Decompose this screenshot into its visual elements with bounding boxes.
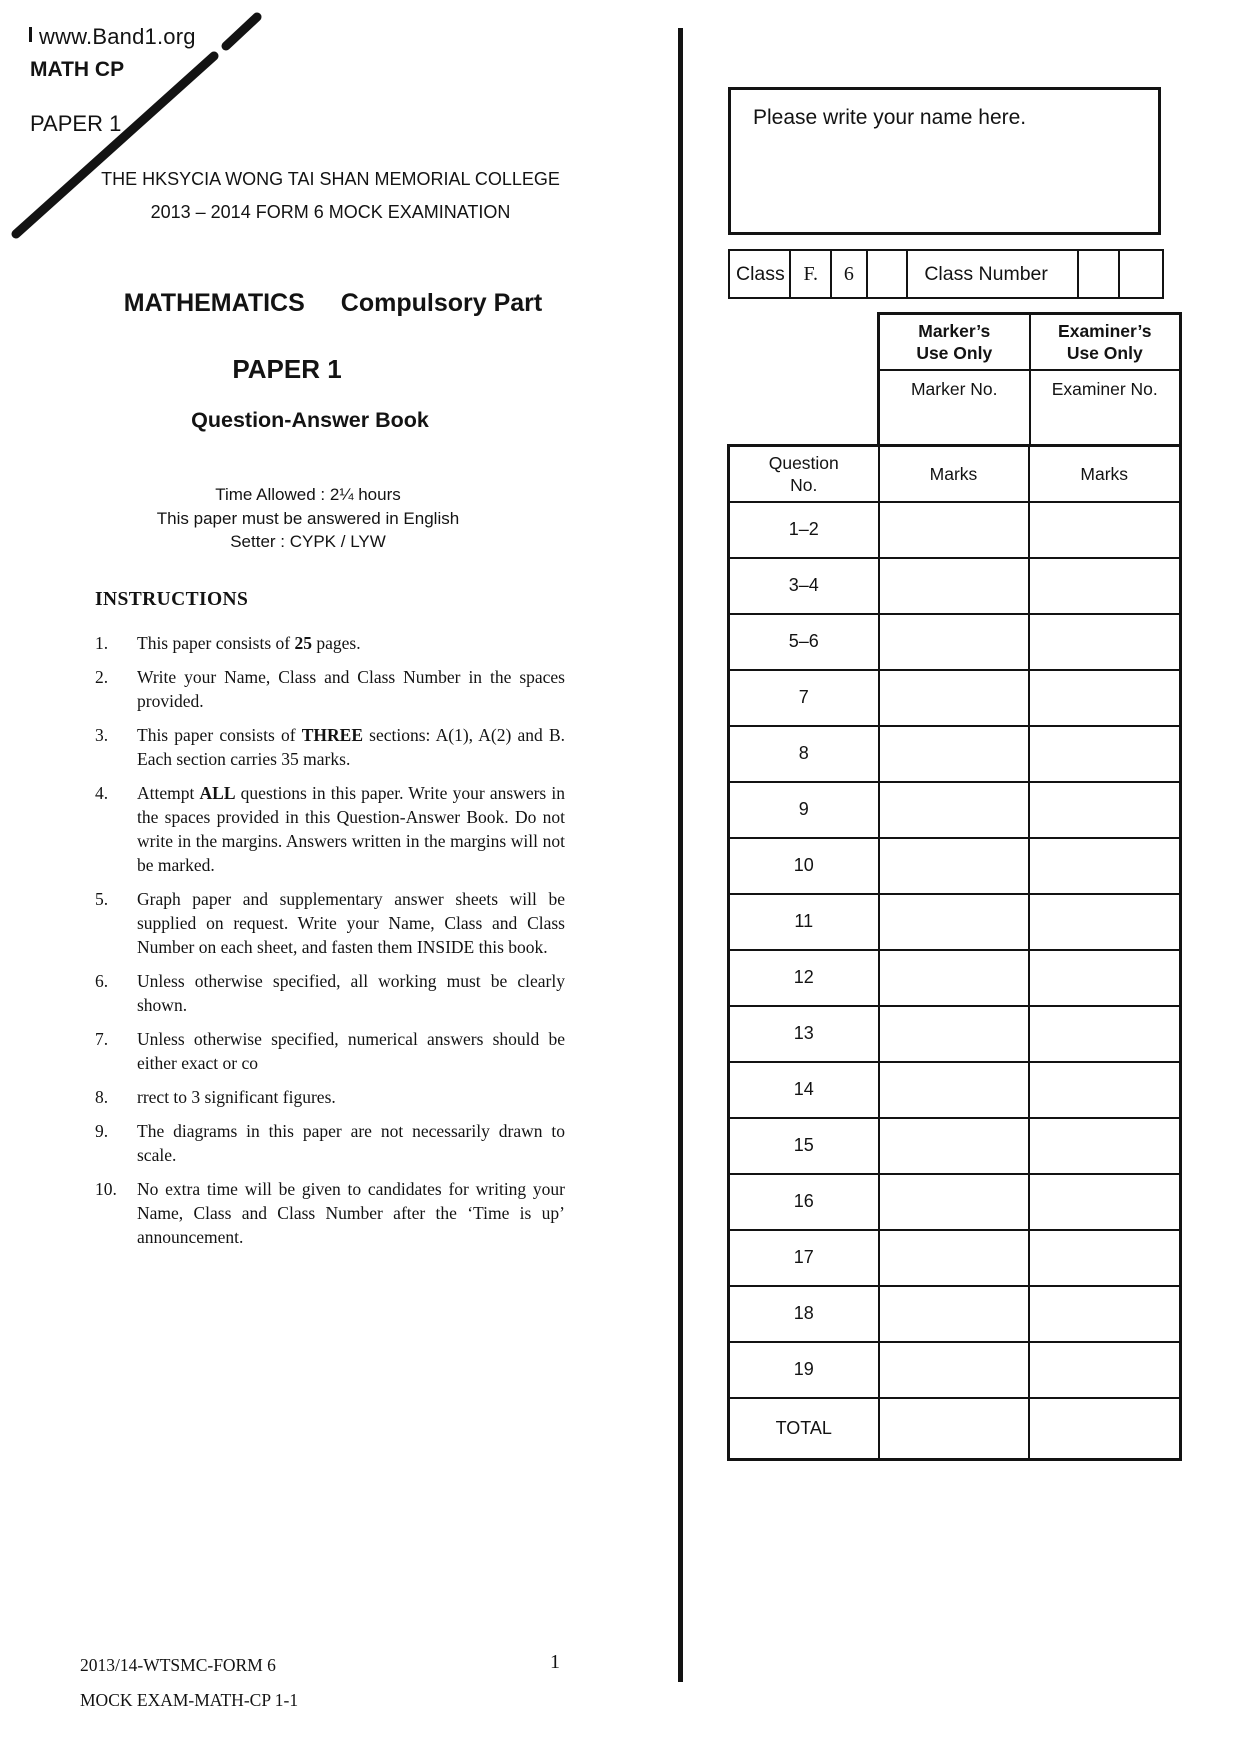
corner-paper-label: PAPER 1 <box>30 111 122 136</box>
watermark-tick-mark <box>29 27 32 42</box>
marks-table-row <box>729 670 1181 726</box>
instruction-item <box>95 1027 565 1075</box>
examiner-marks-cell <box>1029 950 1181 1006</box>
instruction-text: Attempt ALL questions in this paper. Write your answers in the spaces provided in this Question-Answer Book. Do not write in the margins. Answers written in the margins will not be marked. <box>137 783 565 875</box>
subject-code: MATH CP <box>30 58 125 81</box>
examiner-marks-cell <box>1029 1286 1181 1342</box>
exam-title: 2013 – 2014 FORM 6 MOCK EXAMINATION <box>150 202 511 222</box>
time-allowed-line: Time Allowed : 2¼ hours <box>215 485 401 504</box>
marker-marks-cell <box>879 614 1029 670</box>
examiner-use-only-cell: Examiner’s Use Only <box>1030 314 1181 370</box>
language-line: This paper must be answered in English <box>156 508 460 528</box>
marker-examiner-header-table <box>877 312 1182 447</box>
instruction-text: Write your Name, Class and Class Number in the spaces provided. <box>137 667 565 711</box>
marks-table-row <box>729 726 1181 782</box>
instruction-number: 3. <box>95 725 109 745</box>
marker-use-only-cell: Marker’s Use Only <box>879 314 1030 370</box>
question-number-cell: 11 <box>729 894 879 950</box>
instruction-number: 2. <box>95 667 109 687</box>
marker-marks-cell <box>879 1006 1029 1062</box>
marker-marks-cell <box>879 894 1029 950</box>
instruction-item <box>95 631 565 655</box>
marker-marks-cell <box>879 1174 1029 1230</box>
instruction-number: 7. <box>95 1029 109 1049</box>
class-label-cell: Class <box>730 251 791 297</box>
class-number-label-cell: Class Number <box>908 251 1078 297</box>
marker-marks-cell <box>879 1230 1029 1286</box>
examiner-marks-cell <box>1029 782 1181 838</box>
question-no-header-cell: Question No. <box>729 446 879 502</box>
marks-table-row <box>729 558 1181 614</box>
document-code <box>80 1648 298 1718</box>
examiner-marks-cell <box>1029 894 1181 950</box>
question-number-cell: 7 <box>729 670 879 726</box>
marker-no-cell: Marker No. <box>879 370 1030 446</box>
watermark-url: www.Band1.org <box>39 24 196 49</box>
instruction-item <box>95 665 565 713</box>
question-number-cell: 17 <box>729 1230 879 1286</box>
instruction-text: This paper consists of 25 pages. <box>137 633 361 653</box>
examiner-marks-header-cell: Marks <box>1029 446 1181 502</box>
instruction-number: 10. <box>95 1179 117 1199</box>
examiner-marks-cell <box>1029 726 1181 782</box>
marker-marks-cell <box>879 558 1029 614</box>
marker-marks-cell <box>879 502 1029 558</box>
examiner-marks-cell <box>1029 502 1181 558</box>
marker-marks-cell <box>879 1118 1029 1174</box>
class-info-row <box>728 249 1164 299</box>
marker-marks-cell <box>879 1342 1029 1398</box>
marker-marks-cell <box>879 1286 1029 1342</box>
instruction-number: 1. <box>95 633 109 653</box>
instruction-item <box>95 1119 565 1167</box>
page-number: 1 <box>550 1651 560 1673</box>
marker-marks-cell <box>879 670 1029 726</box>
class-number-blank-cell <box>1120 251 1162 297</box>
examiner-marks-cell <box>1029 558 1181 614</box>
instructions-list <box>95 631 565 1249</box>
examiner-total-cell <box>1029 1398 1181 1460</box>
marker-marks-cell <box>879 838 1029 894</box>
instruction-text: Unless otherwise specified, all working must be clearly shown. <box>137 971 565 1015</box>
question-number-cell: 1–2 <box>729 502 879 558</box>
examiner-marks-cell <box>1029 1230 1181 1286</box>
examiner-marks-cell <box>1029 838 1181 894</box>
question-number-cell: 5–6 <box>729 614 879 670</box>
marks-table-row <box>729 1286 1181 1342</box>
examiner-marks-cell <box>1029 670 1181 726</box>
document-code-line1: 2013/14-WTSMC-FORM 6 <box>80 1655 276 1675</box>
instruction-number: 8. <box>95 1087 109 1107</box>
examiner-marks-cell <box>1029 1062 1181 1118</box>
marks-table-row <box>729 838 1181 894</box>
instruction-item <box>95 723 565 771</box>
instruction-text: Unless otherwise specified, numerical answers should be either exact or co <box>137 1029 565 1073</box>
instruction-item <box>95 969 565 1017</box>
form-number-cell: 6 <box>832 251 868 297</box>
column-divider-line <box>678 28 683 1682</box>
marker-marks-cell <box>879 726 1029 782</box>
form-prefix-cell: F. <box>791 251 832 297</box>
marker-total-cell <box>879 1398 1029 1460</box>
setter-line: Setter : CYPK / LYW <box>230 532 386 551</box>
marker-marks-cell <box>879 950 1029 1006</box>
marks-table-total-row <box>729 1398 1181 1460</box>
instruction-text: No extra time will be given to candidates for writing your Name, Class and Class Number after the ‘Time is up’ announcement. <box>137 1179 565 1247</box>
examiner-marks-cell <box>1029 1174 1181 1230</box>
name-entry-box <box>728 87 1161 235</box>
instruction-text: The diagrams in this paper are not necessarily drawn to scale. <box>137 1121 565 1165</box>
marks-table-row <box>729 1062 1181 1118</box>
instruction-text: This paper consists of THREE sections: A(1), A(2) and B. Each section carries 35 marks. <box>137 725 565 769</box>
marker-marks-header-cell: Marks <box>879 446 1029 502</box>
paper-subject-title <box>83 289 583 318</box>
instruction-item <box>95 1085 565 1109</box>
instruction-text: Graph paper and supplementary answer sheets will be supplied on request. Write your Name, Class and Class Number on each sheet, and fasten them INSIDE this book. <box>137 889 565 957</box>
document-code-line2: MOCK EXAM-MATH-CP 1-1 <box>80 1690 299 1710</box>
instruction-item <box>95 887 565 959</box>
instruction-number: 9. <box>95 1121 109 1141</box>
instruction-number: 4. <box>95 783 109 803</box>
question-number-cell: 3–4 <box>729 558 879 614</box>
marker-marks-cell <box>879 782 1029 838</box>
subject-part: Compulsory Part <box>340 289 543 317</box>
school-name: THE HKSYCIA WONG TAI SHAN MEMORIAL COLLEGE <box>101 169 560 189</box>
examiner-marks-cell <box>1029 1118 1181 1174</box>
marks-table <box>727 444 1182 1461</box>
question-number-cell: 19 <box>729 1342 879 1398</box>
instruction-item <box>95 1177 565 1249</box>
instruction-number: 5. <box>95 889 109 909</box>
question-number-cell: 16 <box>729 1174 879 1230</box>
examiner-marks-cell <box>1029 614 1181 670</box>
instructions-heading: INSTRUCTIONS <box>95 589 249 610</box>
question-number-cell: 12 <box>729 950 879 1006</box>
name-box-label: Please write your name here. <box>753 106 1027 129</box>
question-number-cell: 8 <box>729 726 879 782</box>
marks-table-row <box>729 950 1181 1006</box>
question-number-cell: 9 <box>729 782 879 838</box>
examiner-no-cell: Examiner No. <box>1030 370 1181 446</box>
class-number-blank-cell <box>1079 251 1121 297</box>
examiner-marks-cell <box>1029 1342 1181 1398</box>
time-allowed-block <box>58 483 558 554</box>
examiner-marks-cell <box>1029 1006 1181 1062</box>
marks-table-row <box>729 1342 1181 1398</box>
marks-table-row <box>729 894 1181 950</box>
marks-table-row <box>729 782 1181 838</box>
class-letter-blank-cell <box>868 251 909 297</box>
question-number-cell: 18 <box>729 1286 879 1342</box>
question-number-cell: 13 <box>729 1006 879 1062</box>
instruction-item <box>95 781 565 877</box>
book-title: Question-Answer Book <box>191 408 429 432</box>
marker-marks-cell <box>879 1062 1029 1118</box>
marks-table-row <box>729 502 1181 558</box>
paper-number-title: PAPER 1 <box>232 354 342 384</box>
question-number-cell: 15 <box>729 1118 879 1174</box>
marks-table-row <box>729 1006 1181 1062</box>
marks-table-row <box>729 614 1181 670</box>
marks-table-row <box>729 1118 1181 1174</box>
marks-table-row <box>729 1174 1181 1230</box>
question-number-cell: 14 <box>729 1062 879 1118</box>
question-number-cell: 10 <box>729 838 879 894</box>
subject-title: MATHEMATICS <box>123 289 305 317</box>
instruction-number: 6. <box>95 971 109 991</box>
instruction-text: rrect to 3 significant figures. <box>137 1087 336 1107</box>
total-label-cell: TOTAL <box>729 1398 879 1460</box>
marks-table-row <box>729 1230 1181 1286</box>
